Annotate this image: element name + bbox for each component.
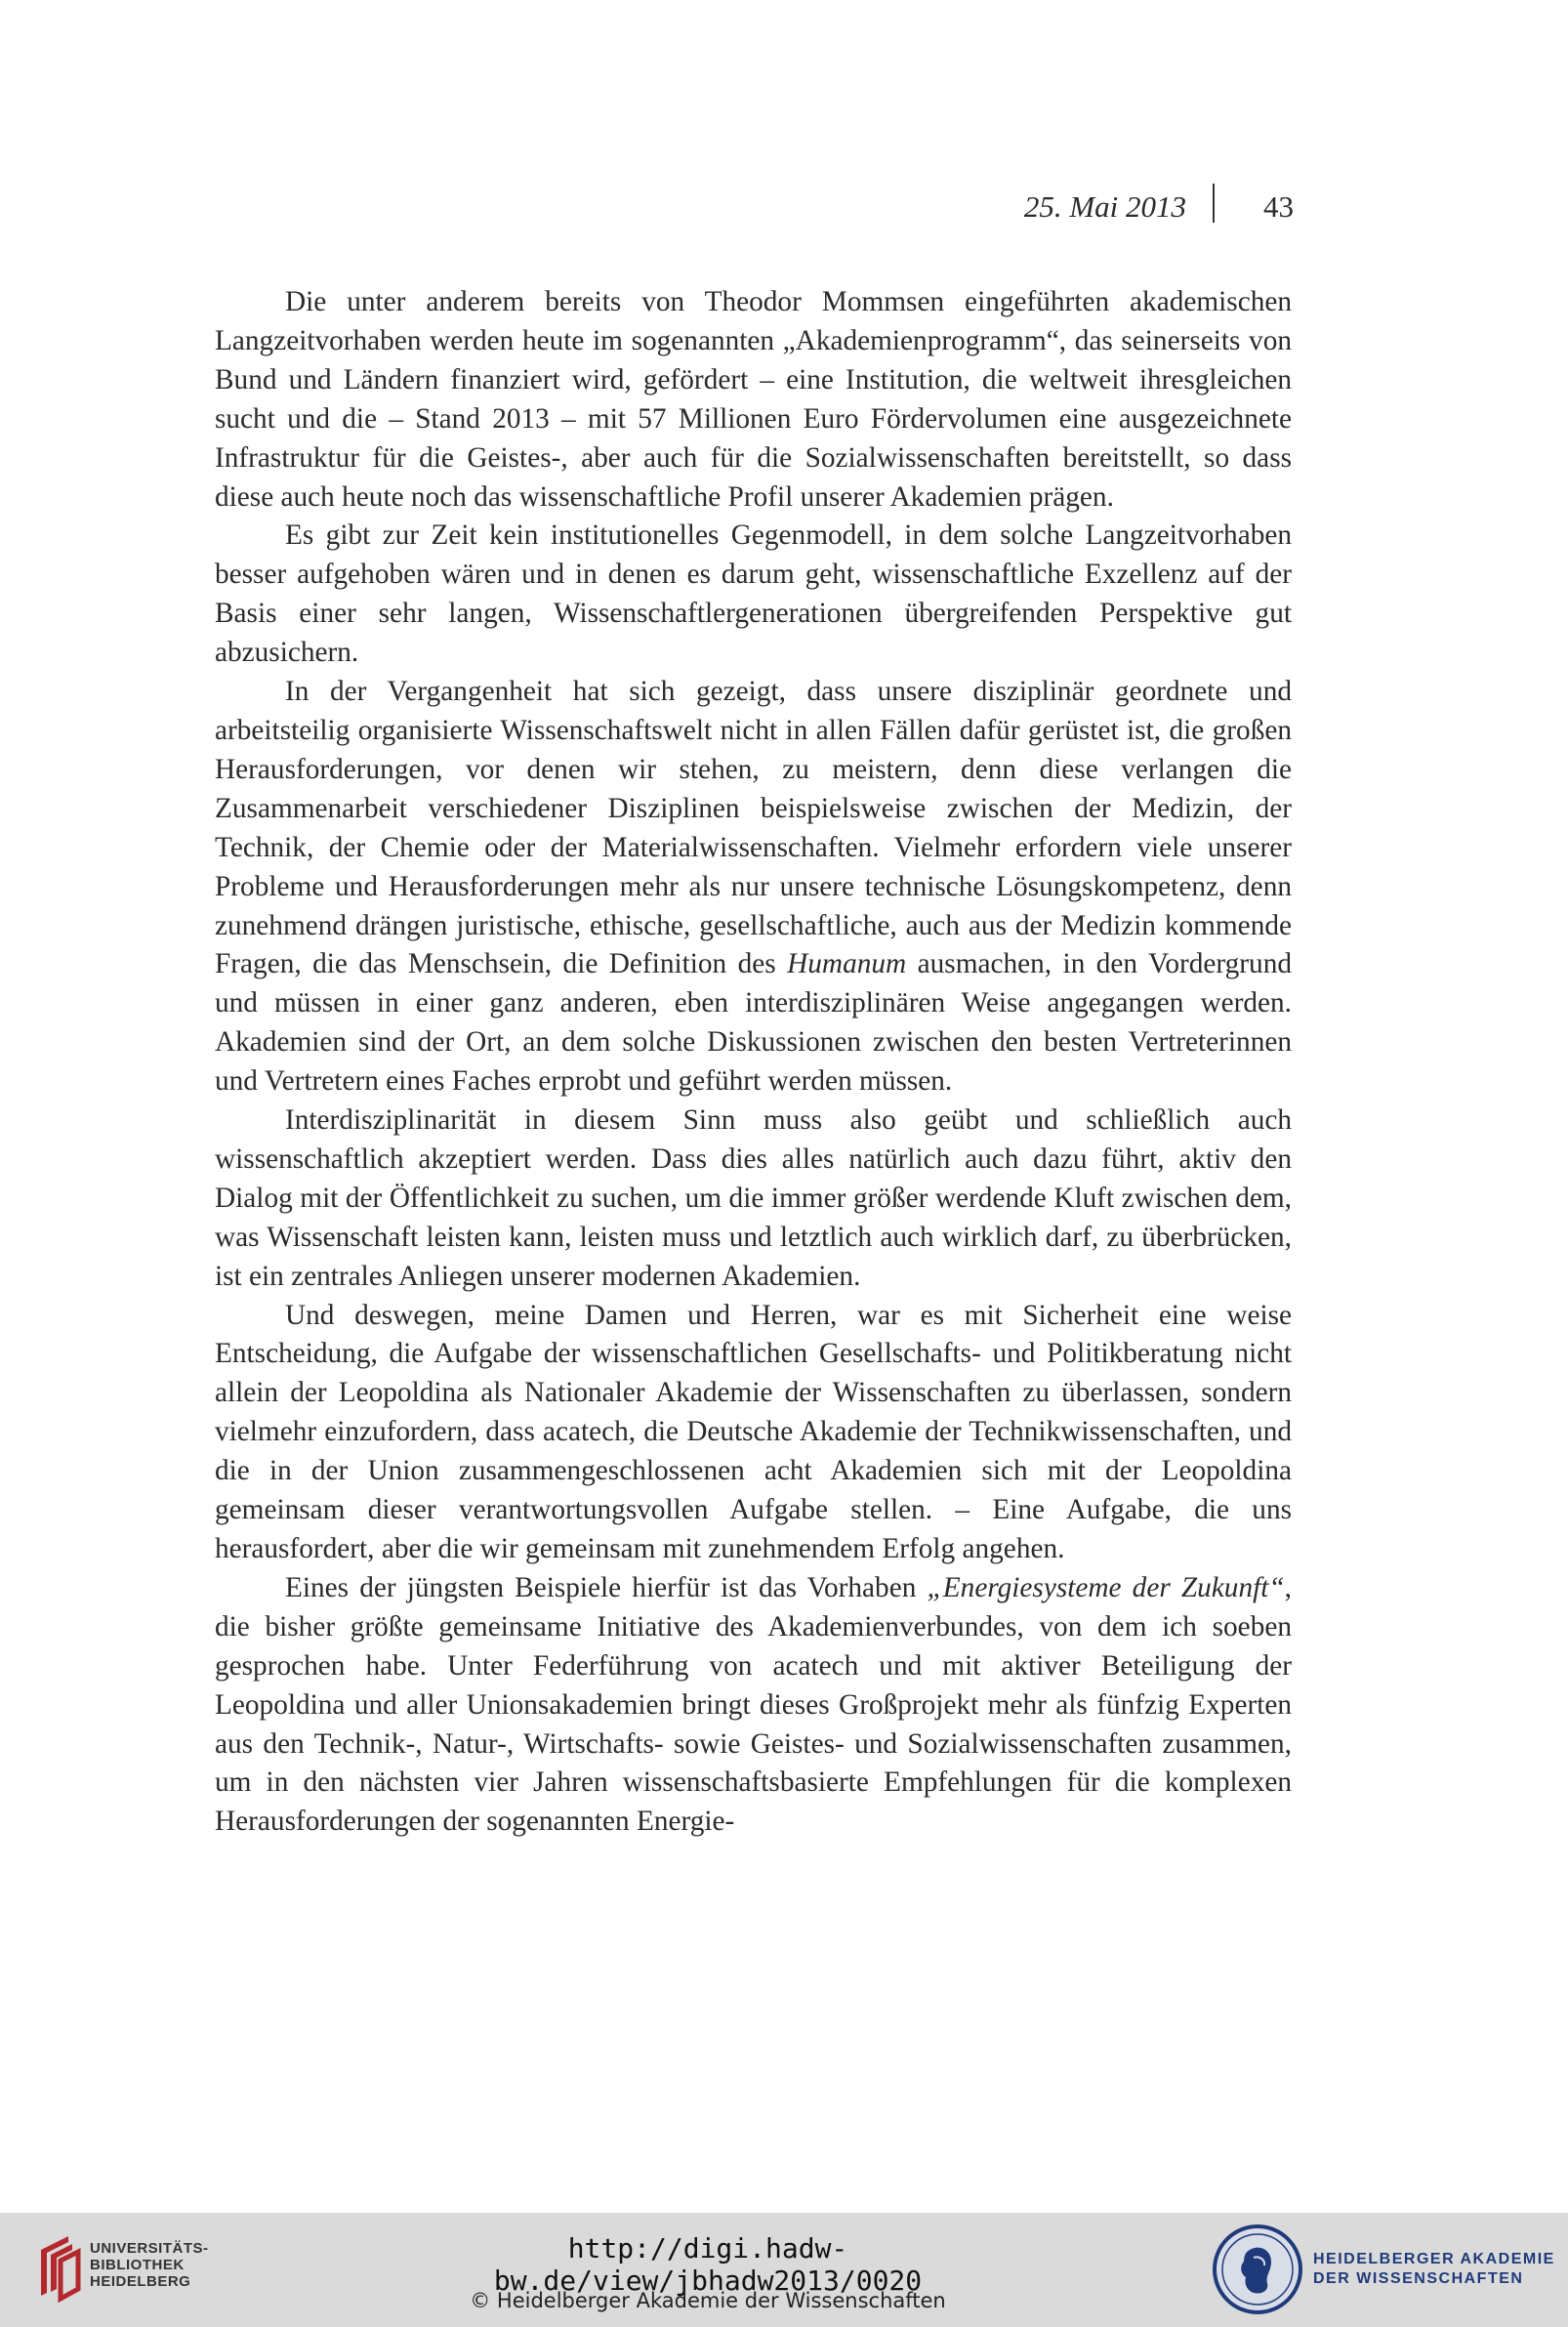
ub-logo-line: BIBLIOTHEK [90,2257,185,2273]
paragraph-3-text-after: ausmachen, in den Vordergrund und müssen in einer ganz anderen, eben interdisziplinären Weise angegangen werden. Akademien sind der Ort, an dem solche Diskussionen zwischen den besten Vertreterinnen und Vertretern eines Faches erprobt und geführt werden müssen. [215,948,1292,1098]
paragraph-1: Die unter anderem bereits von Theodor Mommsen eingeführten akademischen Langzeitvorhaben werden heute im sogenannten „Akademienprogramm“, das seinerseits von Bund und Ländern finanziert wird, gefördert – eine Institution, die weltweit ihresgleichen sucht und die – Stand 2013 – mit 57 Millionen Euro Fördervolumen eine ausgezeichnete Infrastruktur für die Geistes-, aber auch für die Sozialwissenschaften bereitstellt, so dass diese auch heute noch das wissenschaftliche Profil unserer Akademien prägen. [215,286,1292,513]
header-date: 25. Mai 2013 [1023,189,1186,224]
paragraph-2: Es gibt zur Zeit kein institutionelles Gegenmodell, in dem solche Langzeitvorhaben besser aufgehoben wären und in denen es darum geht, wissenschaftliche Exzellenz auf der Basis einer sehr langen, Wissenschaftlergenerationen übergreifenden Perspektive gut abzusichern. [215,519,1292,669]
paragraph-5: Und deswegen, meine Damen und Herren, war es mit Sicherheit eine weise Entscheidung, die Aufgabe der wissenschaftlichen Gesellschafts- und Politikberatung nicht allein der Leopoldina als Nationaler Akademie der Wissenschaften zu überlassen, sondern vielmehr einzufordern, dass acatech, die Deutsche Akademie der Technikwissenschaften, und die in der Union zusammengeschlossenen acht Akademien sich mit der Leopoldina gemeinsam dieser verantwortungsvollen Aufgabe stellen. – Eine Aufgabe, die uns herausfordert, aber die wir gemeinsam mit zunehmendem Erfolg angehen. [215,1299,1292,1564]
body-text [215,283,1292,1842]
source-url-link[interactable]: http://digi.hadw-bw.de/view/jbhadw2013/0020 [493,2232,923,2297]
ub-logo-line: UNIVERSITÄTS- [90,2240,209,2257]
academy-seal-icon [1211,2223,1304,2316]
paragraph-6-italic: „Energiesysteme der Zukunft“ [927,1571,1285,1603]
hadw-logo-line: HEIDELBERGER AKADEMIE [1313,2251,1555,2267]
footer-bar [0,2213,1568,2327]
header-divider [1213,184,1215,223]
paragraph-6 [215,1569,1292,1842]
ub-logo-line: HEIDELBERG [90,2273,191,2290]
paragraph-3-text-before: In der Vergangenheit hat sich gezeigt, dass unsere disziplinär geordnete und arbeitsteilig organisierte Wissenschaftswelt nicht in allen Fällen dafür gerüstet ist, die großen Herausforderungen, vor denen wir stehen, zu meistern, denn diese verlangen die Zusammenarbeit verschiedener Disziplinen beispielsweise zwischen der Medizin, der Technik, der Chemie oder der Materialwissenschaften. Vielmehr erfordern viele unserer Probleme und Herausforderungen mehr als nur unsere technische Lösungskompetenz, denn zunehmend drängen juristische, ethische, gesellschaftliche, auch aus der Medizin kommende Fragen, die das Menschsein, die Definition des [215,676,1292,980]
paragraph-4: Interdisziplinarität in diesem Sinn muss also geübt und schließlich auch wissenschaftlich akzeptiert werden. Dass dies alles natürlich auch dazu führt, aktiv den Dialog mit der Öffentlichkeit zu suchen, um die immer größer werdende Kluft zwischen dem, was Wissenschaft leisten kann, leisten muss und letztlich auch wirklich darf, zu überbrücken, ist ein zentrales Anliegen unserer modernen Akademien. [215,1104,1292,1292]
copyright-notice: © Heidelberger Akademie der Wissenschaften [470,2289,946,2312]
page-header [967,184,1294,232]
paragraph-3 [215,673,1292,1101]
paragraph-3-italic: Humanum [787,948,907,980]
academy-logo-text [1313,2250,1555,2289]
university-library-logo-text [90,2240,209,2290]
hadw-logo-line: DER WISSENSCHAFTEN [1313,2270,1524,2287]
paragraph-6-text-before: Eines der jüngsten Beispiele hierfür ist das Vorhaben [285,1571,928,1603]
page-number: 43 [1263,189,1294,224]
paragraph-6-text-after: , die bisher größte gemeinsame Initiative des Akademienverbundes, von dem ich soeben gesprochen habe. Unter Federführung von acatech und mit aktiver Beteiligung der Leopoldina und aller Unionsakademien bringt dieses Großprojekt mehr als fünfzig Experten aus den Technik-, Natur-, Wirtschafts- sowie Geistes- und Sozialwissenschaften zusammen, um in den nächsten vier Jahren wissenschaftsbasierte Empfehlungen für die komplexen Herausforderungen der sogenannten Energie- [215,1571,1292,1838]
